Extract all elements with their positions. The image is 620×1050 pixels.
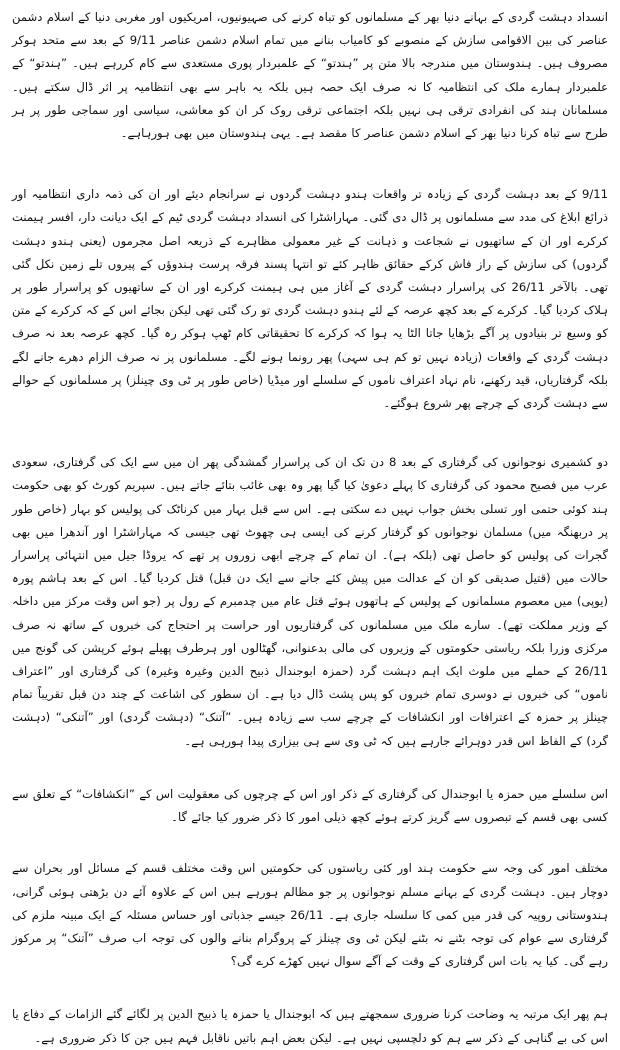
paragraph-2: 9/11 کے بعد دہشت گردی کے زیادہ تر واقعات ہندو دہشت گردوں نے سرانجام دیئے اور ان کی ذمہ داری انتظامیہ اور ذرائع ابلاغ کی مدد سے مسلمانوں پر ڈال دی گئی۔ مہاراشٹرا کی انسداد دہشت گردی ٹیم کے ایک دیانت دار، افسر ہیمنت کرکرے اور ان کے ساتھیوں نے شجاعت و ذہانت کے غیر معمولی مظاہرے کے ذریعہ اصل مجرموں (یعنی ہندو دہشت گردوں) کی سازش کے راز فاش کرکے حقائق ظاہر کئے تو انتہا پسند فرقہ پرست ہندوؤں کے پیروں تلے زمین نکل گئی تھی۔ بالآخر 26/11 کی پراسرار دہشت گردی کے آغاز میں ہی ہیمنت کرکرے اور ان کے ساتھیوں کو پراسرار طور پر ہلاک کردیا گیا۔ کرکرے کے بعد کچھ عرصہ کے لئے ہندو دہشت گردی تو رک گئی تھی لیکن بجائے اس کے کہ کرکرے کے متن کو وسیع تر بنیادوں پر آگے بڑھایا جاتا الٹا یہ ہوا کہ کرکرے کا تحقیقاتی کام ٹھپ ہوکر رہ گیا۔ کچھ عرصہ بعد نہ صرف دہشت گردی کے واقعات (زیادہ نہیں تو کم ہی سہی) پھر رونما ہونے لگے۔ مسلمانوں پر نہ صرف الزام دھرے جانے لگے بلکہ گرفتاریاں، قید رکھنے، نام نہاد اعتراف ناموں کے سلسلے اور میڈیا (خاص طور پر ٹی وی چینلز) پر مسلمانوں کے حوالے سے دہشت گردی کے چرچے پھر شروع ہوگئے۔ [12, 187, 608, 411]
paragraph-5: مختلف امور کی وجہ سے حکومت ہند اور کئی ریاستوں کی حکومتیں اس وقت مختلف قسم کے مسائل اور بحران سے دوچار ہیں۔ دہشت گردی کے بہانے مسلم نوجوانوں پر جو مظالم ہورہے ہیں اس کے علاوہ آئے دن بڑھتی ہوئی گرانی، ہندوستانی روپیہ کی قدر میں کمی کا سلسلہ جاری ہے۔ 26/11 جیسے جذباتی اور حساس مسئلہ کے ایک مبینہ ملزم کی گرفتاری سے عوام کی توجہ بٹنے نہ بٹنے لیکن ٹی وی چینلز کے پروگرام بنانے والوں کی توجہ اب صرف ”آتنک“ پر مرکوز رہے گی۔ کیا یہ بات اس گرفتاری کے وقت کے آگے سوال نہیں کھڑے کرے گی؟ [12, 861, 608, 969]
paragraph-3: دو کشمیری نوجوانوں کی گرفتاری کے بعد 8 دن تک ان کی پراسرار گمشدگی پھر ان میں سے ایک کی گرفتاری، سعودی عرب میں فصیح محمود کی گرفتاری کا پہلے دعویٰ کیا گیا پھر وہ بھی غائب بتائے جاتے ہیں۔ سپریم کورٹ کو بھی حکومت ہند کوئی حتمی اور تسلی بخش جواب نہیں دے سکتی ہے۔ اس سے قبل بہار میں کرناٹک کی پولیس کو بہار (خاص طور پر دربھنگہ میں) مسلمان نوجوانوں کو گرفتار کرنے کی ایسی ہی چھوٹ تھی جیسی کہ مہاراشٹرا اور آندھرا میں بھی گجرات کی پولیس کو حاصل تھی (بلکہ ہے)۔ ان تمام کے چرچے ابھی زوروں پر تھے کہ یروڈا جیل میں انتہائی پراسرار حالات میں (قتیل صدیقی کو ان کے عدالت میں پیش کئے جانے سے ایک دن قبل) قتل کردیا گیا۔ اس کے بعد ہاشم پورہ (یوپی) میں معصوم مسلمانوں کے پولیس کے ہاتھوں ہوئے قتل عام میں چدمبرم کے رول پر (جو اس وقت مرکز میں داخلہ کے وزیر مملکت تھے)۔ سارے ملک میں مسلمانوں کی گرفتاریوں اور حراست پر احتجاج کی خبروں کے ساتھ نہ صرف مرکزی وزرا بلکہ ریاستی حکومتوں کے وزیروں کی مالی بدعنوانی، گھٹالوں اور ہرطرف پھیلے ہوئے کرپشن کی گونج میں 26/11 کے حملے میں ملوث ایک اہم دہشت گرد (حمزہ ابوجندال ذبیح الدین وغیرہ وغیرہ) کی گرفتاری اور ”اعتراف ناموں“ کی خبروں نے دوسری تمام خبروں کو پس پشت ڈال دیا ہے۔ ان سطور کی اشاعت کے چند دن قبل تقریباً تمام چینلز پر حمزہ کے اعترافات اور انکشافات کے چرچے سب سے زیادہ ہیں۔ ”آتنک“ (دہشت گردی) اور ”آتنکی“ (دہشت گرد) کے الفاظ اس قدر دوہرائے جارہے ہیں کہ ٹی وی سے ہی بیزاری پیدا ہورہی ہے۔ [12, 455, 609, 748]
paragraph-6: ہم پھر ایک مرتبہ یہ وضاحت کرنا ضروری سمجھتے ہیں کہ ابوجندال یا حمزہ یا ذبیح الدین پر لگائے گئے الزامات کے دفاع یا اس کی بے گناہی کے ذکر سے ہم کو دلچسپی نہیں ہے۔ لیکن بعض اہم باتیں ناقابل فہم ہیں جن کا ذکر ضروری ہے۔ [12, 1007, 608, 1045]
paragraph-1: انسداد دہشت گردی کے بہانے دنیا بھر کے مسلمانوں کو تباہ کرنے کی صہیونیوں، امریکیوں اور مغربی دنیا کے اسلام دشمن عناصر کی بین الاقوامی سازش کے منصوبے کو کامیاب بنانے میں تمام اسلام دشمن عناصر 9/11 کے بعد سے متحد ہوکر مصروف ہیں۔ ہندوستان میں مندرجہ بالا متن پر ”ہندتو“ کے علمبردار پوری مستعدی سے کام کررہے ہیں۔ ”ہندتو“ کے علمبردار ہمارے ملک کی انتظامیہ کا نہ صرف ایک حصہ ہیں بلکہ یہ باہر سے بھی انتظامیہ پر اثر ڈال سکتے ہیں۔ مسلمانان ہند کی انفرادی ترقی ہی نہیں بلکہ اجتماعی ترقی روک کر ان کو معاشی، سیاسی اور سماجی طور پر ہر طرح سے تباہ کرنا دنیا بھر کے اسلام دشمن عناصر کا مقصد ہے۔ یہی ہندوستان میں بھی ہورہاہے۔ [12, 10, 608, 141]
paragraph-4: اس سلسلے میں حمزہ یا ابوجندال کی گرفتاری کے ذکر اور اس کے چرچوں کی معقولیت اس کے ”انکشافات“ کے تعلق سے کسی بھی قسم کے تبصروں سے گریز کرتے ہوئے کچھ ذیلی امور کا ذکر ضرور کیا جائے گا۔ [12, 786, 608, 825]
